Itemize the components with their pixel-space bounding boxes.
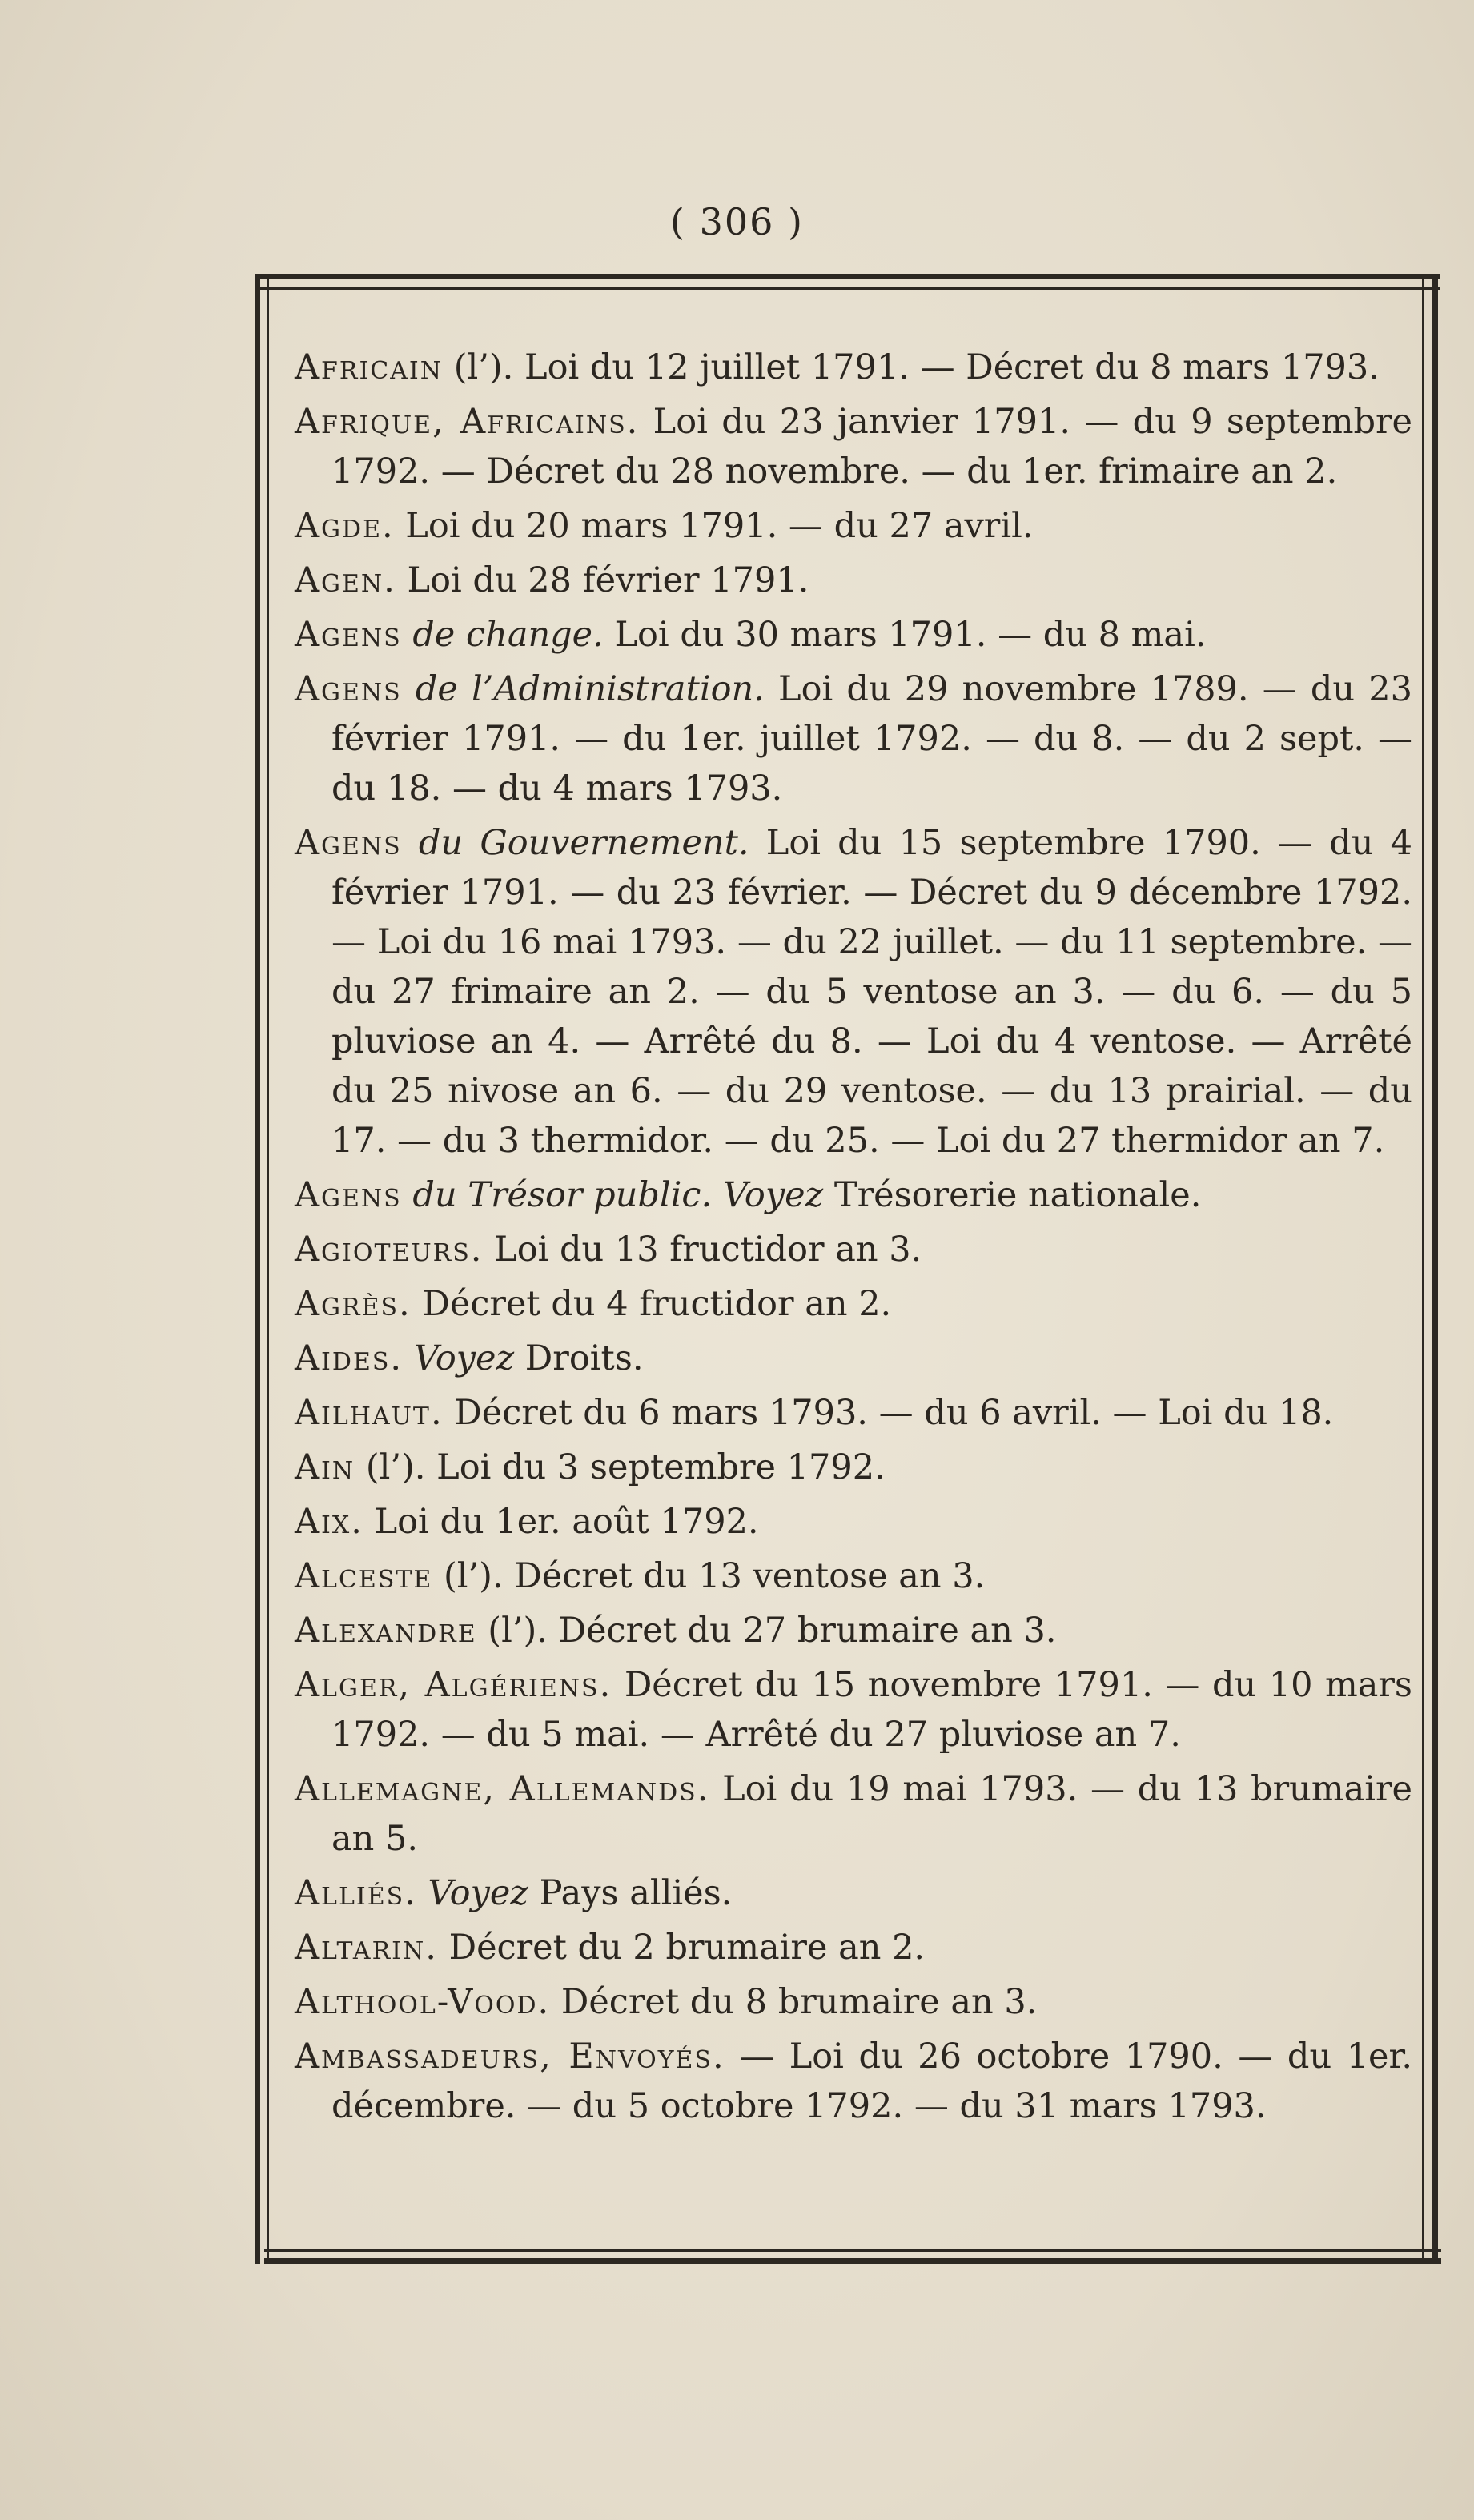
index-entry	[295, 1170, 1412, 1220]
entry-references: — Loi du 26 octobre 1790. — du 1er. décembre. — du 5 octobre 1792. — du 31 mars 1793.	[331, 2036, 1412, 2126]
entry-references: Loi du 30 mars 1791. — du 8 mai.	[603, 615, 1207, 655]
entry-heading: Aix.	[295, 1502, 363, 1542]
entry-references: Loi du 29 novembre 1789. — du 23 février 1791. — du 1er. juillet 1792. — du 8. — du 2 sept. — du 18. — du 4 mars 1793.	[331, 669, 1412, 809]
entry-references: Décret du 15 novembre 1791. — du 10 mars 1792. — du 5 mai. — Arrêté du 27 pluviose an 7.	[331, 1665, 1412, 1755]
entry-references: Loi du 1er. août 1792.	[363, 1502, 759, 1542]
entry-qualifier: Voyez	[416, 1873, 528, 1913]
entry-references: Droits.	[514, 1338, 644, 1378]
index-entry	[295, 818, 1412, 1166]
entry-heading: Aides.	[295, 1338, 404, 1378]
index-entry	[295, 1443, 1412, 1492]
entry-references: Trésorerie nationale.	[823, 1175, 1202, 1215]
index-entry	[295, 1279, 1412, 1329]
entry-references: Décret du 4 fructidor an 2.	[411, 1284, 892, 1324]
entry-heading: Alceste	[295, 1556, 433, 1596]
entry-references: (l’). Loi du 12 juillet 1791. — Décret du 8 mars 1793.	[443, 347, 1380, 387]
entry-heading: Agens	[295, 823, 402, 863]
entry-references: Loi du 13 fructidor an 3.	[483, 1230, 922, 1270]
entry-references: Décret du 8 brumaire an 3.	[550, 1982, 1038, 2022]
entry-references: Loi du 23 janvier 1791. — du 9 septembre 1792. — Décret du 28 novembre. — du 1er. frimaire an 2.	[331, 402, 1412, 492]
index-entry	[295, 1764, 1412, 1864]
index-entry	[295, 2032, 1412, 2131]
entry-qualifier: de l’Administration.	[401, 669, 765, 709]
frame-top-rule	[255, 274, 1440, 290]
entry-references: Pays alliés.	[528, 1873, 733, 1913]
entry-heading: Agens	[295, 1175, 402, 1215]
entry-heading: Althool-Vood.	[295, 1982, 551, 2022]
entry-qualifier: du Gouvernement.	[401, 823, 749, 863]
index-entry	[295, 1923, 1412, 1972]
entry-heading: Alger, Algériens.	[295, 1665, 612, 1705]
index-entry	[295, 664, 1412, 813]
entry-references: (l’). Décret du 13 ventose an 3.	[432, 1556, 986, 1596]
index-entry	[295, 397, 1412, 496]
entry-heading: Ailhaut.	[295, 1393, 444, 1433]
entry-heading: Agioteurs.	[295, 1230, 484, 1270]
frame-right-rule	[1422, 274, 1438, 2264]
entry-references: Décret du 2 brumaire an 2.	[437, 1928, 926, 1968]
entry-references: (l’). Loi du 3 septembre 1792.	[355, 1447, 886, 1487]
entry-qualifier: du Trésor public. Voyez	[401, 1175, 824, 1215]
entry-heading: Ambassadeurs, Envoyés.	[295, 2036, 725, 2077]
entry-references: (l’). Décret du 27 brumaire an 3.	[476, 1611, 1057, 1651]
entry-qualifier: Voyez	[403, 1338, 515, 1378]
index-entry	[295, 1334, 1412, 1383]
index-entry	[295, 501, 1412, 551]
entry-references: Loi du 20 mars 1791. — du 27 avril.	[394, 506, 1034, 546]
index-entry	[295, 1977, 1412, 2027]
entry-heading: Agens	[295, 615, 402, 655]
entry-heading: Alexandre	[295, 1611, 477, 1651]
entry-heading: Agde.	[295, 506, 395, 546]
entry-heading: Allemagne, Allemands.	[295, 1769, 710, 1809]
index-entry	[295, 1388, 1412, 1438]
index-entry	[295, 1868, 1412, 1918]
entry-references: Loi du 28 février 1791.	[396, 560, 809, 600]
entry-qualifier: de change.	[401, 615, 604, 655]
index-entry	[295, 610, 1412, 660]
index-entry	[295, 1225, 1412, 1274]
frame-bottom-rule	[264, 2249, 1441, 2264]
index-entry	[295, 343, 1412, 392]
page-number: ( 306 )	[670, 200, 804, 243]
entry-references: Décret du 6 mars 1793. — du 6 avril. — Loi du 18.	[443, 1393, 1334, 1433]
entry-heading: Afrique, Africains.	[295, 402, 640, 442]
entry-heading: Africain	[295, 347, 444, 387]
index-entry	[295, 1551, 1412, 1601]
entry-heading: Agrès.	[295, 1284, 412, 1324]
entry-heading: Alliés.	[295, 1873, 417, 1913]
frame-left-rule	[255, 274, 269, 2264]
index-entry	[295, 556, 1412, 605]
entry-heading: Agen.	[295, 560, 396, 600]
entry-heading: Ain	[295, 1447, 355, 1487]
index-entry	[295, 1497, 1412, 1547]
entry-heading: Agens	[295, 669, 402, 709]
index-entries	[295, 343, 1412, 2136]
entry-heading: Altarin.	[295, 1928, 438, 1968]
index-entry	[295, 1606, 1412, 1655]
entry-references: Loi du 15 septembre 1790. — du 4 février 1791. — du 23 février. — Décret du 9 décembre 1792. — Loi du 16 mai 1793. — du 22 juillet. — du 11 septembre. — du 27 frimaire an 2. — du 5 ventose an 3. — du 6. — du 5 pluviose an 4. — Arrêté du 8. — Loi du 4 ventose. — Arrêté du 25 nivose an 6. — du 29 ventose. — du 13 prairial. — du 17. — du 3 thermidor. — du 25. — Loi du 27 thermidor an 7.	[331, 823, 1412, 1161]
index-entry	[295, 1660, 1412, 1760]
entry-references: Loi du 19 mai 1793. — du 13 brumaire an 5.	[331, 1769, 1412, 1859]
